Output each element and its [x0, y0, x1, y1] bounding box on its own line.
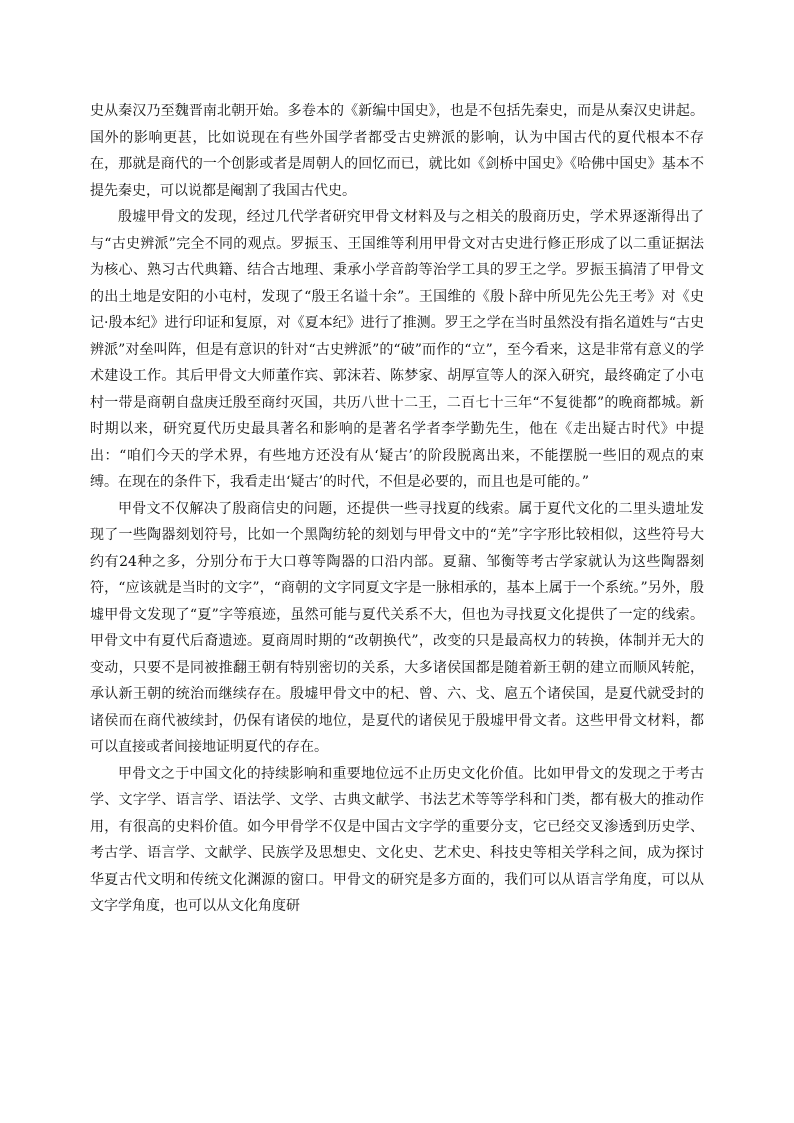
paragraph-oracle-bone-discovery: 殷墟甲骨文的发现，经过几代学者研究甲骨文材料及与之相关的殷商历史，学术界逐渐得出了与“古史辨派”完全不同的观点。罗振玉、王国维等利用甲骨文对古史进行修正形成了以二重证据法为核心、熟习古代典籍、结合古地理、秉承小学音韵等治学工具的罗王之学。罗振玉搞清了甲骨文的出土地是安阳的小屯村，发现了“殷王名谥十余”。王国维的《殷卜辞中所见先公先王考》对《史记·殷本纪》进行印证和复原，对《夏本纪》进行了推测。罗王之学在当时虽然没有指名道姓与“古史辨派”对垒叫阵，但是有意识的针对“古史辨派”的“破”而作的“立”，至今看来，这是非常有意义的学术建设工作。其后甲骨文大师董作宾、郭沫若、陈梦家、胡厚宣等人的深入研究，最终确定了小屯村一带是商朝自盘庚迁殷至商纣灭国，共历八世十二王，二百七十三年“不复徙都”的晚商都城。新时期以来，研究夏代历史最具著名和影响的是著名学者李学勤先生，他在《走出疑古时代》中提出：“咱们今天的学术界，有些地方还没有从‘疑古’的阶段脱离出来，不能摆脱一些旧的观点的束缚。在现在的条件下，我看走出‘疑古’的时代，不但是必要的，而且也是可能的。”: [90, 209, 704, 490]
paragraph-xia-clues: 甲骨文不仅解决了殷商信史的问题，还提供一些寻找夏的线索。属于夏代文化的二里头遗址发现了一些陶器刻划符号，比如一个黑陶纺轮的刻划与甲骨文中的“羌”字字形比较相似，这些符号大约有24种之多，分别分布于大口尊等陶器的口沿内部。夏鼐、邹衡等考古学家就认为这些陶器刻符，“应该就是当时的文字”，“商朝的文字同夏文字是一脉相承的，基本上属于一个系统。”另外，殷墟甲骨文发现了“夏”字等痕迹，虽然可能与夏代关系不大，但也为寻找夏文化提供了一定的线索。甲骨文中有夏代后裔遗迹。夏商周时期的“改朝换代”，改变的只是最高权力的转换，体制并无大的变动，只要不是同被推翻王朝有特别密切的关系，大多诸侯国都是随着新王朝的建立而顺风转舵，承认新王朝的统治而继续存在。殷墟甲骨文中的杞、曾、六、戈、扈五个诸侯国，是夏代就受封的诸侯而在商代被续封，仍保有诸侯的地位，是夏代的诸侯见于殷墟甲骨文者。这些甲骨文材料，都可以直接或者间接地证明夏代的存在。: [90, 500, 704, 755]
paragraph-continuation: 史从秦汉乃至魏晋南北朝开始。多卷本的《新编中国史》，也是不包括先秦史，而是从秦汉史讲起。国外的影响更甚，比如说现在有些外国学者都受古史辨派的影响，认为中国古代的夏代根本不存在，那就是商代的一个创影或者是周朝人的回忆而已，就比如《剑桥中国史》《哈佛中国史》基本不提先秦史，可以说都是阉割了我国古代史。: [90, 103, 704, 199]
paragraph-cultural-value: 甲骨文之于中国文化的持续影响和重要地位远不止历史文化价值。比如甲骨文的发现之于考古学、文字学、语言学、语法学、文学、古典文献学、书法艺术等等学科和门类，都有极大的推动作用，有很高的史料价值。如今甲骨学不仅是中国古文字学的重要分支，它已经交叉渗透到历史学、考古学、语言学、文献学、民族学及思想史、文化史、艺术史、科技史等相关学科之间，成为探讨华夏古代文明和传统文化渊源的窗口。甲骨文的研究是多方面的，我们可以从语言学角度，可以从文字学角度，也可以从文化角度研: [90, 765, 704, 914]
document-body: [90, 98, 704, 920]
